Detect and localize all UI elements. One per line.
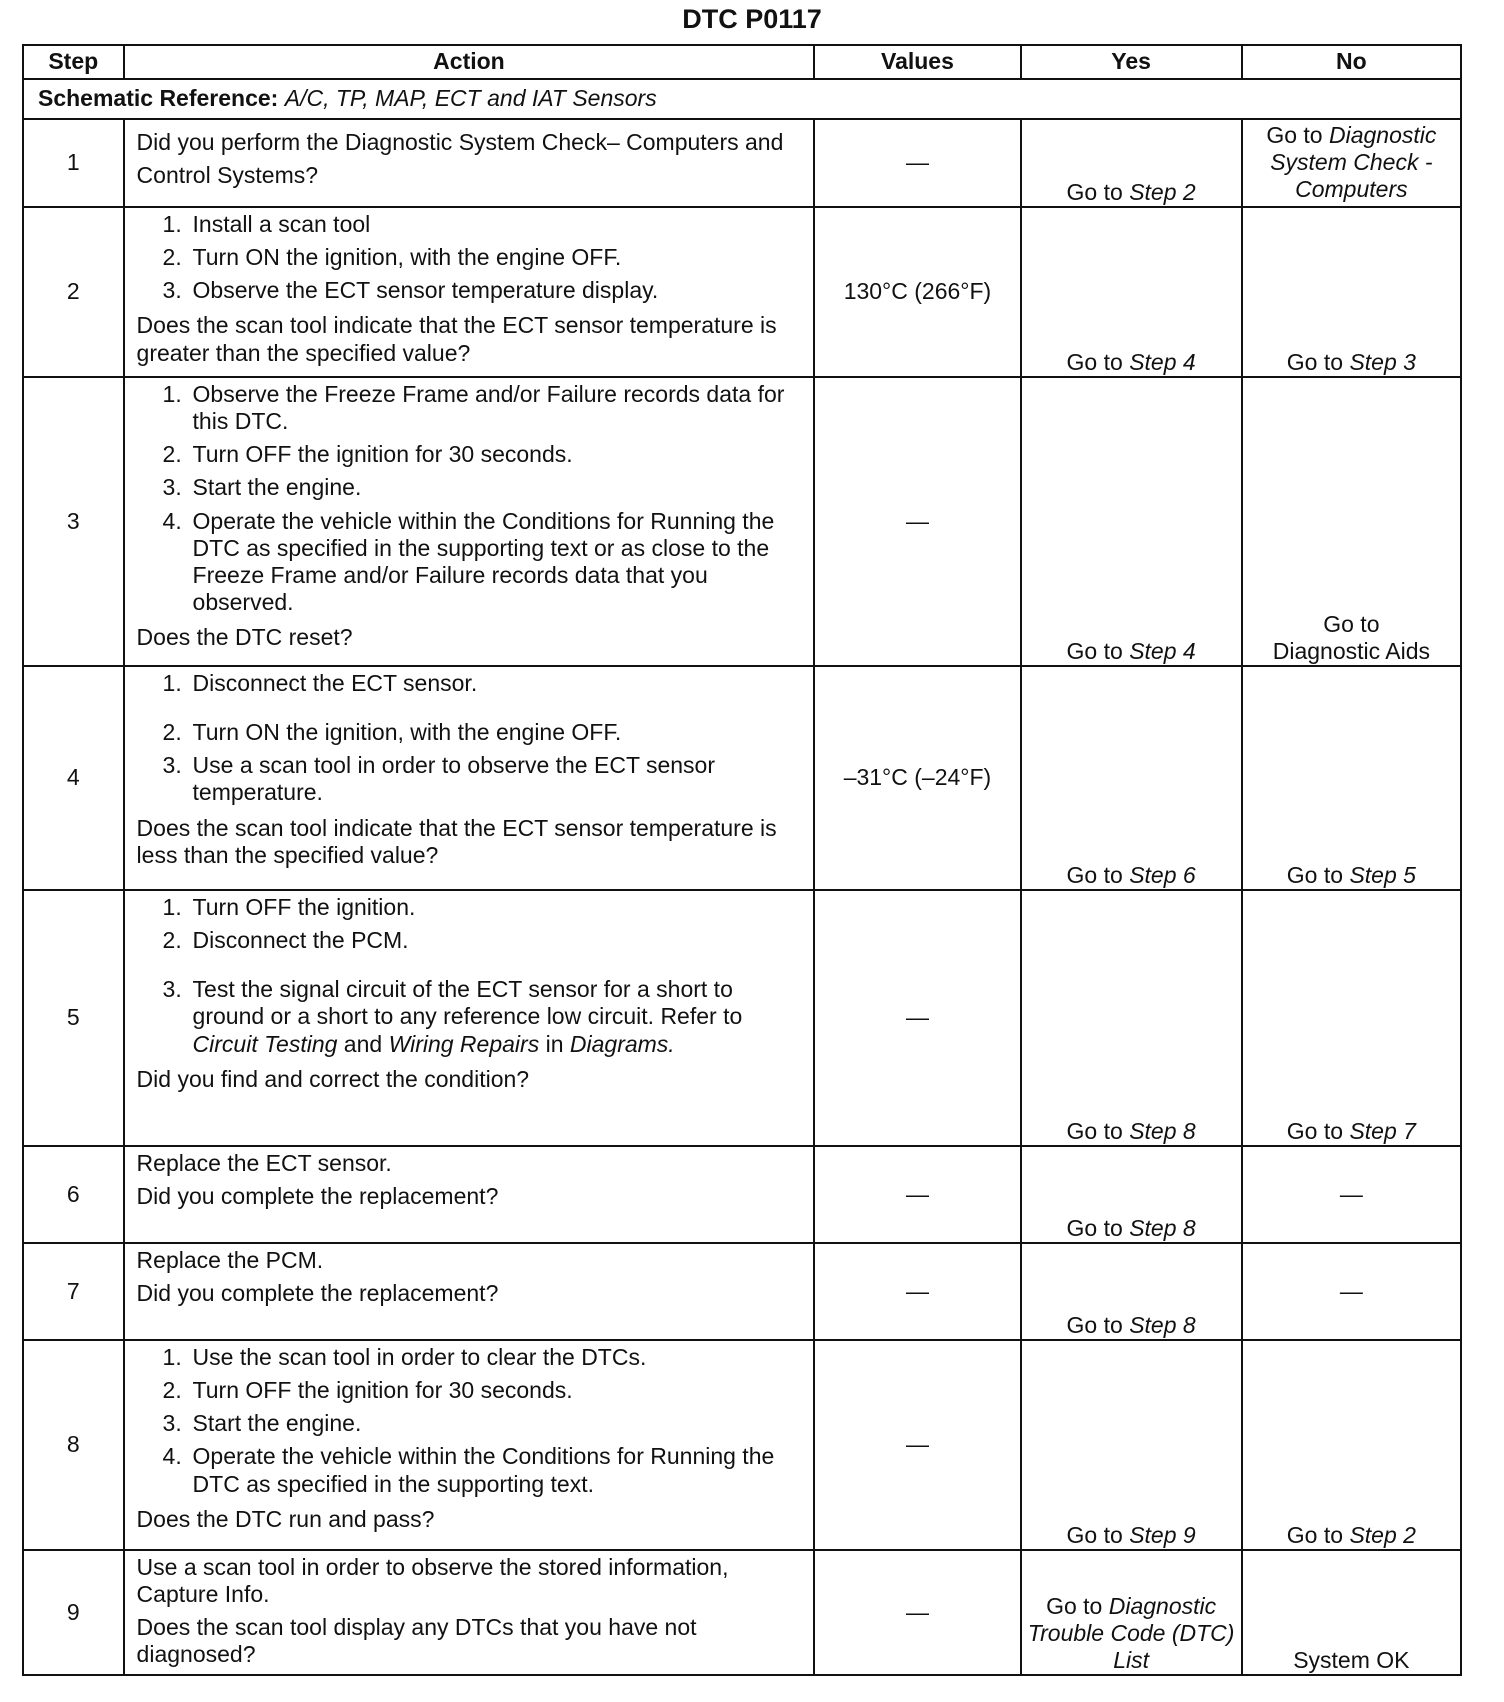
table-row	[23, 890, 1461, 1146]
action-cell	[124, 1146, 815, 1243]
list-item: 1. Observe the Freeze Frame and/or Failure records data for this DTC.	[162, 381, 785, 435]
list-item: 3. Test the signal circuit of the ECT sensor for a short to ground or a short to any reference low circuit. Refer to Circuit Testing and Wiring Repairs in Diagrams.	[162, 976, 743, 1057]
action-text: Did you perform the Diagnostic System Check– Computers and Control Systems?	[136, 129, 784, 189]
list-item: 4. Operate the vehicle within the Conditions for Running the DTC as specified in the supporting text or as close to the Freeze Frame and/or Failure records data that you observed.	[162, 507, 775, 615]
yes-cell: Go to Step 8	[1021, 1243, 1242, 1340]
procedure-list	[137, 894, 804, 1064]
list-item: 2. Turn ON the ignition, with the engine OFF.	[162, 244, 622, 271]
list-item: 3. Use a scan tool in order to observe the ECT sensor temperature.	[162, 752, 715, 806]
list-item: 1. Turn OFF the ignition.	[162, 894, 416, 920]
no-cell: Go to Step 5	[1242, 666, 1461, 890]
list-item: 3. Start the engine.	[162, 1410, 362, 1437]
values-cell: —	[814, 119, 1020, 207]
schematic-value: A/C, TP, MAP, ECT and IAT Sensors	[284, 85, 657, 112]
list-item: 2. Disconnect the PCM.	[162, 927, 409, 954]
action-text: Replace the ECT sensor.	[136, 1150, 392, 1176]
no-cell: —	[1242, 1146, 1461, 1243]
values-cell: —	[814, 1550, 1020, 1675]
table-row	[23, 1340, 1461, 1550]
step-number: 9	[23, 1550, 124, 1675]
action-text: Replace the PCM.	[136, 1247, 324, 1273]
yes-cell: Go to Step 8	[1021, 890, 1242, 1146]
question-text: Did you complete the replacement?	[136, 1183, 499, 1210]
header-action: Action	[124, 45, 815, 79]
table-row	[23, 1550, 1461, 1675]
no-target: Diagnostic System Check - Computers	[1270, 122, 1437, 203]
no-cell: Go to Step 2	[1242, 1340, 1461, 1550]
table-row	[23, 666, 1461, 890]
question-text: Does the scan tool indicate that the ECT sensor temperature is less than the specified value?	[136, 814, 777, 868]
action-cell	[124, 890, 815, 1146]
header-step: Step	[23, 45, 124, 79]
action-cell	[124, 377, 815, 666]
action-cell	[124, 207, 815, 377]
step-number: 5	[23, 890, 124, 1146]
action-cell	[124, 1340, 815, 1550]
yes-cell: Go to Step 4	[1021, 207, 1242, 377]
header-no: No	[1242, 45, 1461, 79]
values-cell: —	[814, 1243, 1020, 1340]
no-cell: Go to Diagnostic Aids	[1242, 377, 1461, 666]
list-item: 2. Turn OFF the ignition for 30 seconds.	[162, 441, 573, 468]
step-number: 8	[23, 1340, 124, 1550]
yes-prefix: Go to	[1066, 178, 1130, 205]
no-prefix: Go to	[1266, 122, 1329, 148]
action-cell	[124, 1550, 815, 1675]
list-item: 2. Turn OFF the ignition for 30 seconds.	[162, 1377, 573, 1404]
step-number: 1	[23, 119, 124, 207]
list-item: 1. Disconnect the ECT sensor.	[162, 670, 478, 696]
header-yes: Yes	[1021, 45, 1242, 79]
dtc-table	[22, 44, 1462, 1676]
yes-cell: Go to Step 9	[1021, 1340, 1242, 1550]
no-cell	[1242, 119, 1461, 207]
step-number: 4	[23, 666, 124, 890]
values-cell: —	[814, 1340, 1020, 1550]
no-cell: —	[1242, 1243, 1461, 1340]
list-item: 4. Operate the vehicle within the Conditions for Running the DTC as specified in the supporting text.	[162, 1443, 775, 1497]
table-header-row	[23, 45, 1461, 79]
table-row	[23, 119, 1461, 207]
action-text: Use a scan tool in order to observe the stored information, Capture Info.	[136, 1554, 729, 1608]
no-cell: Go to Step 3	[1242, 207, 1461, 377]
list-item: 1. Install a scan tool	[162, 211, 371, 237]
procedure-list	[137, 381, 804, 622]
yes-cell: Go to Step 6	[1021, 666, 1242, 890]
list-item: 2. Turn ON the ignition, with the engine OFF.	[162, 719, 622, 746]
action-cell	[124, 119, 815, 207]
procedure-list	[137, 1344, 804, 1504]
yes-cell: Go to Step 8	[1021, 1146, 1242, 1243]
step-number: 7	[23, 1243, 124, 1340]
table-row	[23, 1146, 1461, 1243]
step-number: 6	[23, 1146, 124, 1243]
values-cell: —	[814, 890, 1020, 1146]
schematic-reference-row	[23, 79, 1461, 119]
question-text: Did you find and correct the condition?	[136, 1065, 530, 1092]
table-row	[23, 1243, 1461, 1340]
list-item: 3. Observe the ECT sensor temperature display.	[162, 277, 659, 304]
yes-cell: Go to Step 4	[1021, 377, 1242, 666]
values-cell: 130°C (266°F)	[814, 207, 1020, 377]
question-text: Does the DTC reset?	[136, 624, 353, 650]
procedure-list	[137, 211, 804, 310]
header-values: Values	[814, 45, 1020, 79]
list-item: 3. Start the engine.	[162, 474, 362, 501]
no-cell: System OK	[1242, 1550, 1461, 1675]
table-row	[23, 377, 1461, 666]
question-text: Does the scan tool indicate that the ECT sensor temperature is greater than the specified value?	[136, 312, 777, 366]
step-number: 3	[23, 377, 124, 666]
yes-target: Step 2	[1129, 178, 1196, 205]
values-cell: —	[814, 377, 1020, 666]
schematic-label: Schematic Reference:	[38, 85, 279, 112]
question-text: Did you complete the replacement?	[136, 1280, 499, 1307]
question-text: Does the scan tool display any DTCs that you have not diagnosed?	[136, 1614, 697, 1668]
values-cell: –31°C (–24°F)	[814, 666, 1020, 890]
step-number: 2	[23, 207, 124, 377]
table-row	[23, 207, 1461, 377]
action-cell	[124, 1243, 815, 1340]
action-cell	[124, 666, 815, 890]
procedure-list	[137, 670, 804, 813]
values-cell: —	[814, 1146, 1020, 1243]
no-cell: Go to Step 7	[1242, 890, 1461, 1146]
schematic-reference	[23, 79, 1461, 119]
page-title: DTC P0117	[682, 4, 822, 34]
yes-cell: Go to Diagnostic Trouble Code (DTC) List	[1021, 1550, 1242, 1675]
question-text: Does the DTC run and pass?	[136, 1505, 435, 1532]
yes-cell	[1021, 119, 1242, 207]
list-item: 1. Use the scan tool in order to clear the DTCs.	[162, 1344, 647, 1370]
